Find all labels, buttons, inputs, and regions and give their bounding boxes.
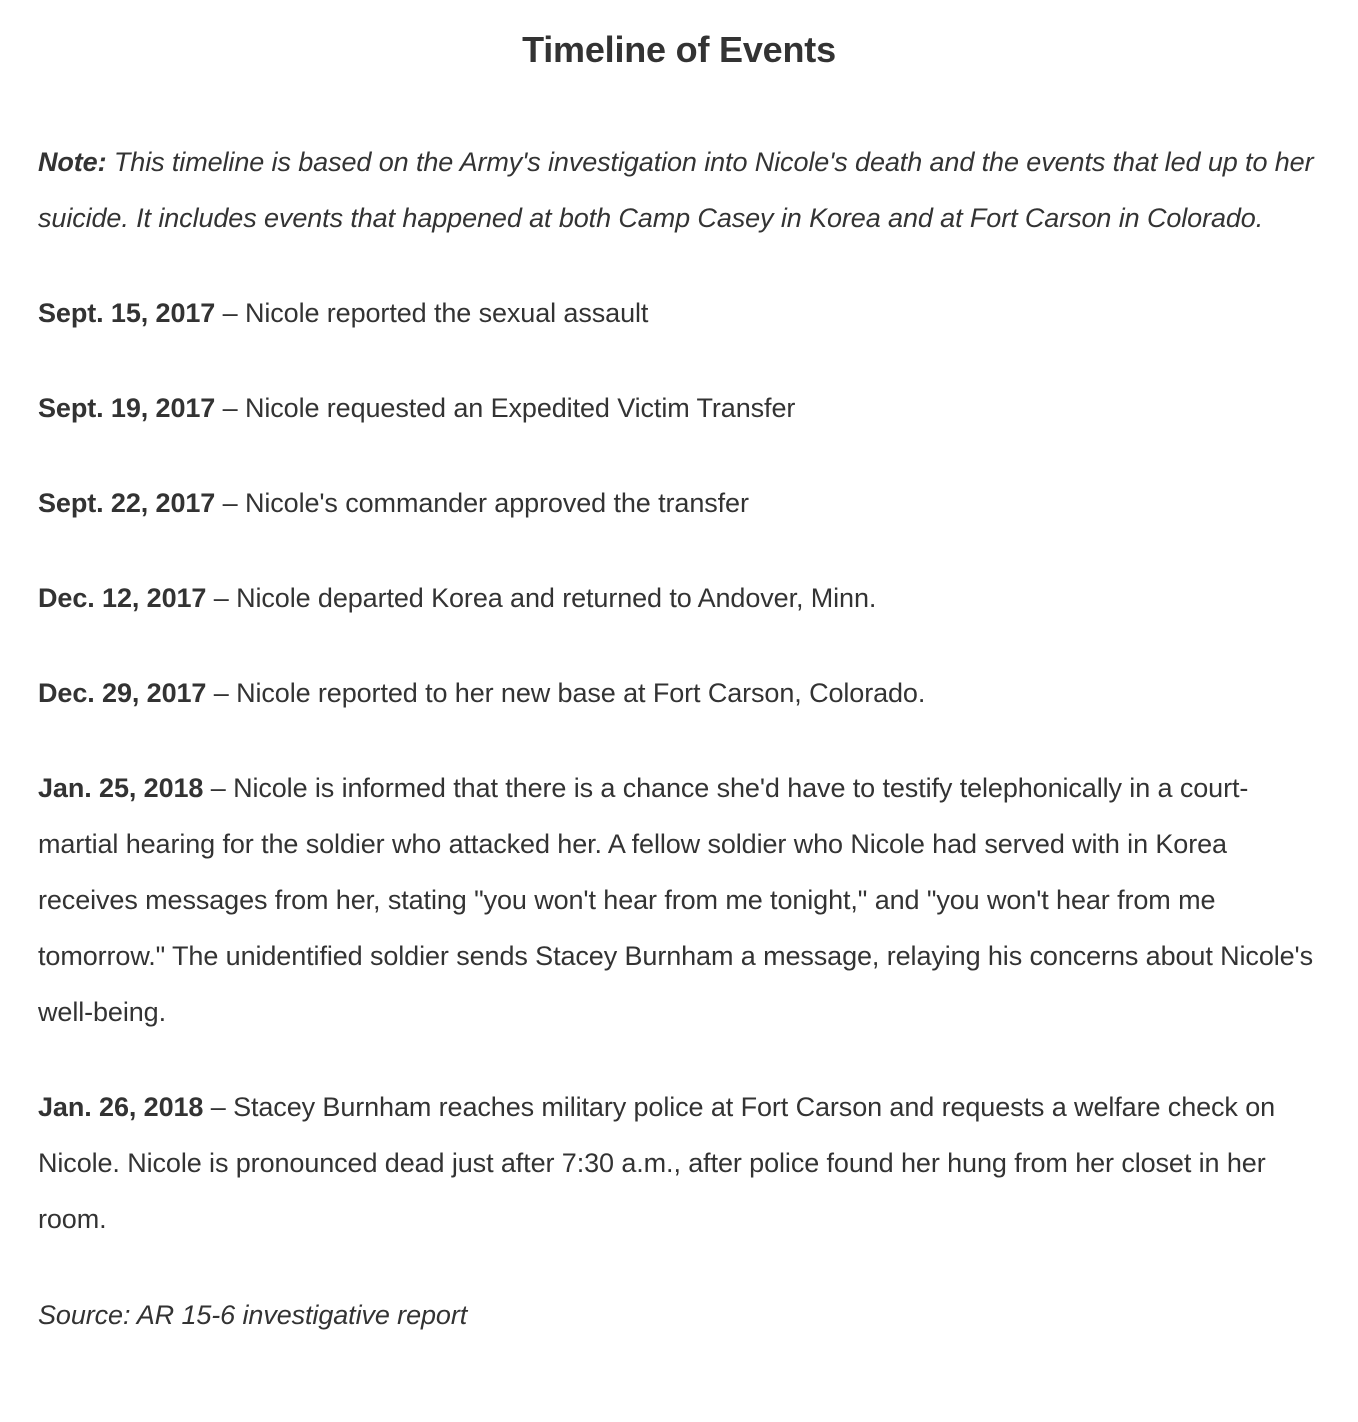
timeline-entry (38, 1079, 1320, 1247)
timeline-entry-date: Dec. 12, 2017 (38, 583, 207, 613)
note-text: This timeline is based on the Army's investigation into Nicole's death and the events that led up to her suicide. It includes events that happened at both Camp Casey in Korea and at Fort Carson in Colorado. (38, 147, 1314, 233)
timeline-entry-text: Nicole reported to her new base at Fort Carson, Colorado. (236, 678, 926, 708)
timeline-entry-date: Sept. 22, 2017 (38, 488, 216, 518)
timeline-entry-separator: – (203, 773, 234, 803)
timeline-entry-separator: – (206, 678, 237, 708)
timeline-entry (38, 475, 1320, 531)
source-line: Source: AR 15-6 investigative report (38, 1300, 468, 1330)
timeline-entry-text: Nicole's commander approved the transfer (244, 488, 749, 518)
timeline-entry-date: Sept. 15, 2017 (38, 298, 216, 328)
note-label: Note: (38, 147, 107, 177)
timeline-entry (38, 570, 1320, 626)
bottom-spacer (38, 1341, 1320, 1365)
timeline-entry-text: Nicole is informed that there is a chance she'd have to testify telephonically in a court-martial hearing for the soldier who attacked her. A fellow soldier who Nicole had served with in Korea receives messages from her, stating "you won't hear from me tonight," and "you won't hear from me tomorrow." The unidentified soldier sends Stacey Burnham a message, relaying his concerns about Nicole's well-being. (38, 773, 1314, 1027)
timeline-entry-text: Nicole requested an Expedited Victim Transfer (244, 393, 796, 423)
timeline-entry-text: Nicole departed Korea and returned to Andover, Minn. (236, 583, 877, 613)
timeline-entry (38, 760, 1320, 1040)
page-title: Timeline of Events (522, 29, 836, 70)
timeline-entry-date: Jan. 26, 2018 (38, 1092, 204, 1122)
timeline-entry-text: Stacey Burnham reaches military police at Fort Carson and requests a welfare check on Nicole. Nicole is pronounced dead just after 7:30 a.m., after police found her hung from her closet in her room. (38, 1092, 1276, 1234)
timeline-entry-separator: – (206, 583, 237, 613)
document-body (0, 134, 1358, 1365)
timeline-entry-separator: – (203, 1092, 234, 1122)
note-paragraph (38, 134, 1320, 246)
timeline-entry (38, 665, 1320, 721)
timeline-entry (38, 380, 1320, 436)
timeline-entry-separator: – (215, 393, 245, 423)
timeline-entry-list (38, 285, 1320, 1247)
timeline-entry-date: Jan. 25, 2018 (38, 773, 204, 803)
timeline-entry (38, 285, 1320, 341)
timeline-entry-text: Nicole reported the sexual assault (244, 298, 649, 328)
timeline-entry-date: Sept. 19, 2017 (38, 393, 216, 423)
timeline-entry-separator: – (215, 488, 245, 518)
timeline-entry-date: Dec. 29, 2017 (38, 678, 207, 708)
timeline-entry-separator: – (215, 298, 245, 328)
